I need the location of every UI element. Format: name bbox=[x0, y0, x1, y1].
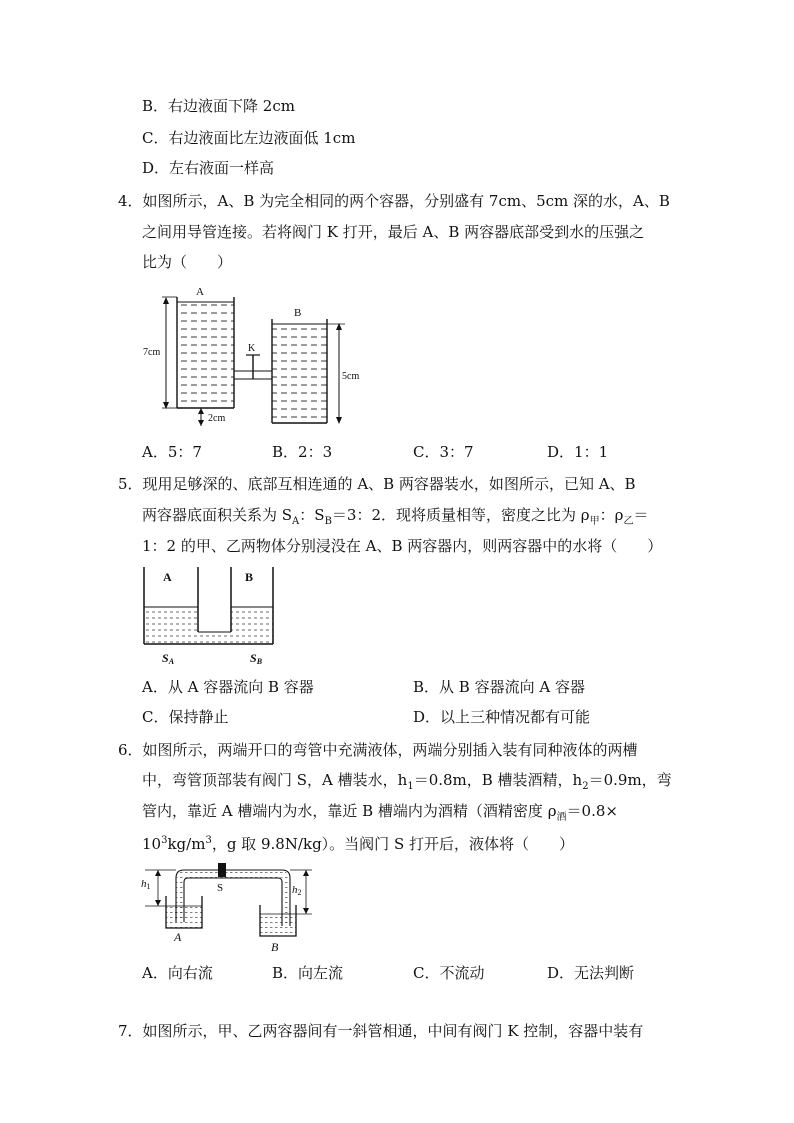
q4-figure bbox=[140, 285, 370, 430]
q4-option-b: B．2：3 bbox=[272, 443, 333, 461]
q5-stem-line1: 5．现用足够深的、底部互相连通的 A、B 两容器装水，如图所示，已知 A、B bbox=[118, 475, 636, 493]
q6-label-h2: h2 bbox=[292, 884, 302, 897]
q5-stem-line2: 两容器底面积关系为 $S_A$：$S_B=3$：2．现将质量相等，密度之比为 $\rho_甲$：$\rho_乙=$ bbox=[142, 506, 649, 527]
q3-option-c: C．右边液面比左边液面低 1cm bbox=[142, 129, 356, 147]
q4-stem-line1: 4．如图所示，A、B 为完全相同的两个容器，分别盛有 7cm、5cm 深的水，A、B bbox=[118, 192, 670, 210]
q6-label-b: B bbox=[271, 940, 279, 954]
q6-stem-line2: 中，弯管顶部装有阀门 S，A 槽装水，$h_1=0.8m$，B 槽装酒精，$h_2=0.9m$，弯 bbox=[142, 771, 672, 792]
q6-option-c: C．不流动 bbox=[413, 964, 485, 982]
q5-water bbox=[144, 607, 273, 643]
q5-figure bbox=[140, 567, 280, 667]
q6-label-h1: h1 bbox=[141, 878, 151, 891]
q5-label-a: A bbox=[163, 570, 172, 584]
q5-label-sb: SB bbox=[250, 651, 263, 666]
q6-label-s: S bbox=[217, 882, 224, 894]
q4-option-a: A．5：7 bbox=[142, 443, 202, 461]
q6-stem-line4: $10^3kg/m^3$，g 取 9.8N/kg）。当阀门 S 打开后，液体将（ ） bbox=[142, 835, 574, 853]
q4-label-a: A bbox=[196, 286, 204, 298]
q6-option-b: B．向左流 bbox=[272, 964, 344, 982]
q6-stem-line1: 6．如图所示，两端开口的弯管中充满液体，两端分别插入装有同种液体的两槽 bbox=[118, 741, 638, 759]
q4-label-k: K bbox=[248, 343, 256, 354]
q6-label-a: A bbox=[174, 930, 182, 944]
q4-label-b: B bbox=[294, 307, 302, 319]
q6-option-d: D．无法判断 bbox=[547, 964, 635, 982]
q6-liquid-b bbox=[260, 914, 296, 936]
q4-water-b bbox=[272, 324, 327, 423]
q5-option-c: C．保持静止 bbox=[142, 708, 229, 726]
q4-dim-5cm: 5cm bbox=[342, 371, 360, 382]
q4-option-c: C．3：7 bbox=[413, 443, 474, 461]
q5-label-b: B bbox=[245, 570, 254, 584]
q4-option-d: D．1：1 bbox=[547, 443, 609, 461]
q4-stem-line2: 之间用导管连接。若将阀门 K 打开，最后 A、B 两容器底部受到水的压强之 bbox=[142, 223, 645, 241]
q4-dim-2cm: 2cm bbox=[208, 413, 226, 424]
q5-stem-line3: 1：2 的甲、乙两物体分别浸没在 A、B 两容器内，则两容器中的水将（ ） bbox=[142, 537, 663, 555]
q4-water-a bbox=[177, 302, 234, 408]
q3-option-b: B．右边液面下降 2cm bbox=[142, 97, 295, 115]
q5-option-a: A．从 A 容器流向 B 容器 bbox=[142, 678, 314, 696]
q6-option-a: A．向右流 bbox=[142, 964, 213, 982]
q7-stem-line1: 7．如图所示，甲、乙两容器间有一斜管相通，中间有阀门 K 控制，容器中装有 bbox=[118, 1022, 644, 1040]
q4-dim-7cm: 7cm bbox=[143, 347, 161, 358]
q3-option-d: D．左右液面一样高 bbox=[142, 159, 275, 177]
q5-label-sa: SA bbox=[162, 651, 175, 666]
q5-option-b: B．从 B 容器流向 A 容器 bbox=[413, 678, 585, 696]
q6-stem-line3: 管内，靠近 A 槽端内为水，靠近 B 槽端内为酒精（酒精密度 $\rho_酒=0.8\times$ bbox=[142, 802, 618, 823]
q5-option-d: D．以上三种情况都有可能 bbox=[413, 708, 591, 726]
q4-stem-line3: 比为（ ） bbox=[142, 253, 233, 271]
q6-figure bbox=[140, 860, 320, 956]
